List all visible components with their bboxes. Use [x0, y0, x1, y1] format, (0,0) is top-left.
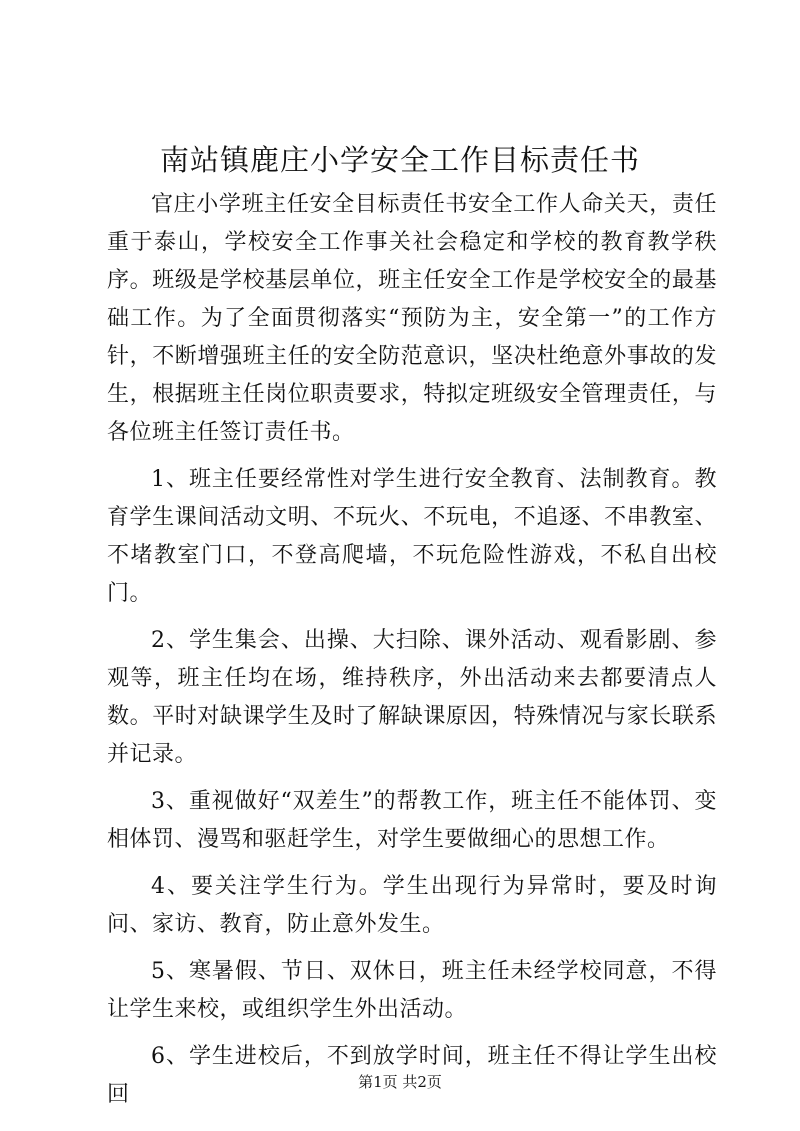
- paragraph-intro: 官庄小学班主任安全目标责任书安全工作人命关天，责任重于泰山，学校安全工作事关社会稳定和学校的教育教学秩序。班级是学校基层单位，班主任安全工作是学校安全的最基础工作。为了全面贯彻落实“预防为主，安全第一”的工作方针，不断增强班主任的安全防范意识，坚决杜绝意外事故的发生，根据班主任岗位职责要求，特拟定班级安全管理责任，与各位班主任签订责任书。: [107, 192, 717, 445]
- paragraph-item-1: 1、班主任要经常性对学生进行安全教育、法制教育。教育学生课间活动文明、不玩火、不玩电，不追逐、不串教室、不堵教室门口，不登高爬墙，不玩危险性游戏，不私自出校门。: [107, 467, 717, 606]
- paragraph-item-2: 2、学生集会、出操、大扫除、课外活动、观看影剧、参观等，班主任均在场，维持秩序，外出活动来去都要清点人数。平时对缺课学生及时了解缺课原因，特殊情况与家长联系并记录。: [107, 628, 717, 767]
- paragraph-item-4: 4、要关注学生行为。学生出现行为异常时，要及时询问、家访、教育，防止意外发生。: [107, 874, 717, 937]
- document-title: 南站镇鹿庄小学安全工作目标责任书: [159, 143, 640, 177]
- paragraph-item-6: 6、学生进校后，不到放学时间，班主任不得让学生出校回: [107, 1044, 717, 1107]
- page-number-footer: 第1页 共2页: [358, 1073, 442, 1091]
- paragraph-item-5: 5、寒暑假、节日、双休日，班主任未经学校同意，不得让学生来校，或组织学生外出活动。: [107, 959, 717, 1022]
- paragraph-item-3: 3、重视做好“双差生”的帮教工作，班主任不能体罚、变相体罚、漫骂和驱赶学生，对学生要做细心的思想工作。: [107, 789, 717, 852]
- document-body: [107, 186, 717, 1123]
